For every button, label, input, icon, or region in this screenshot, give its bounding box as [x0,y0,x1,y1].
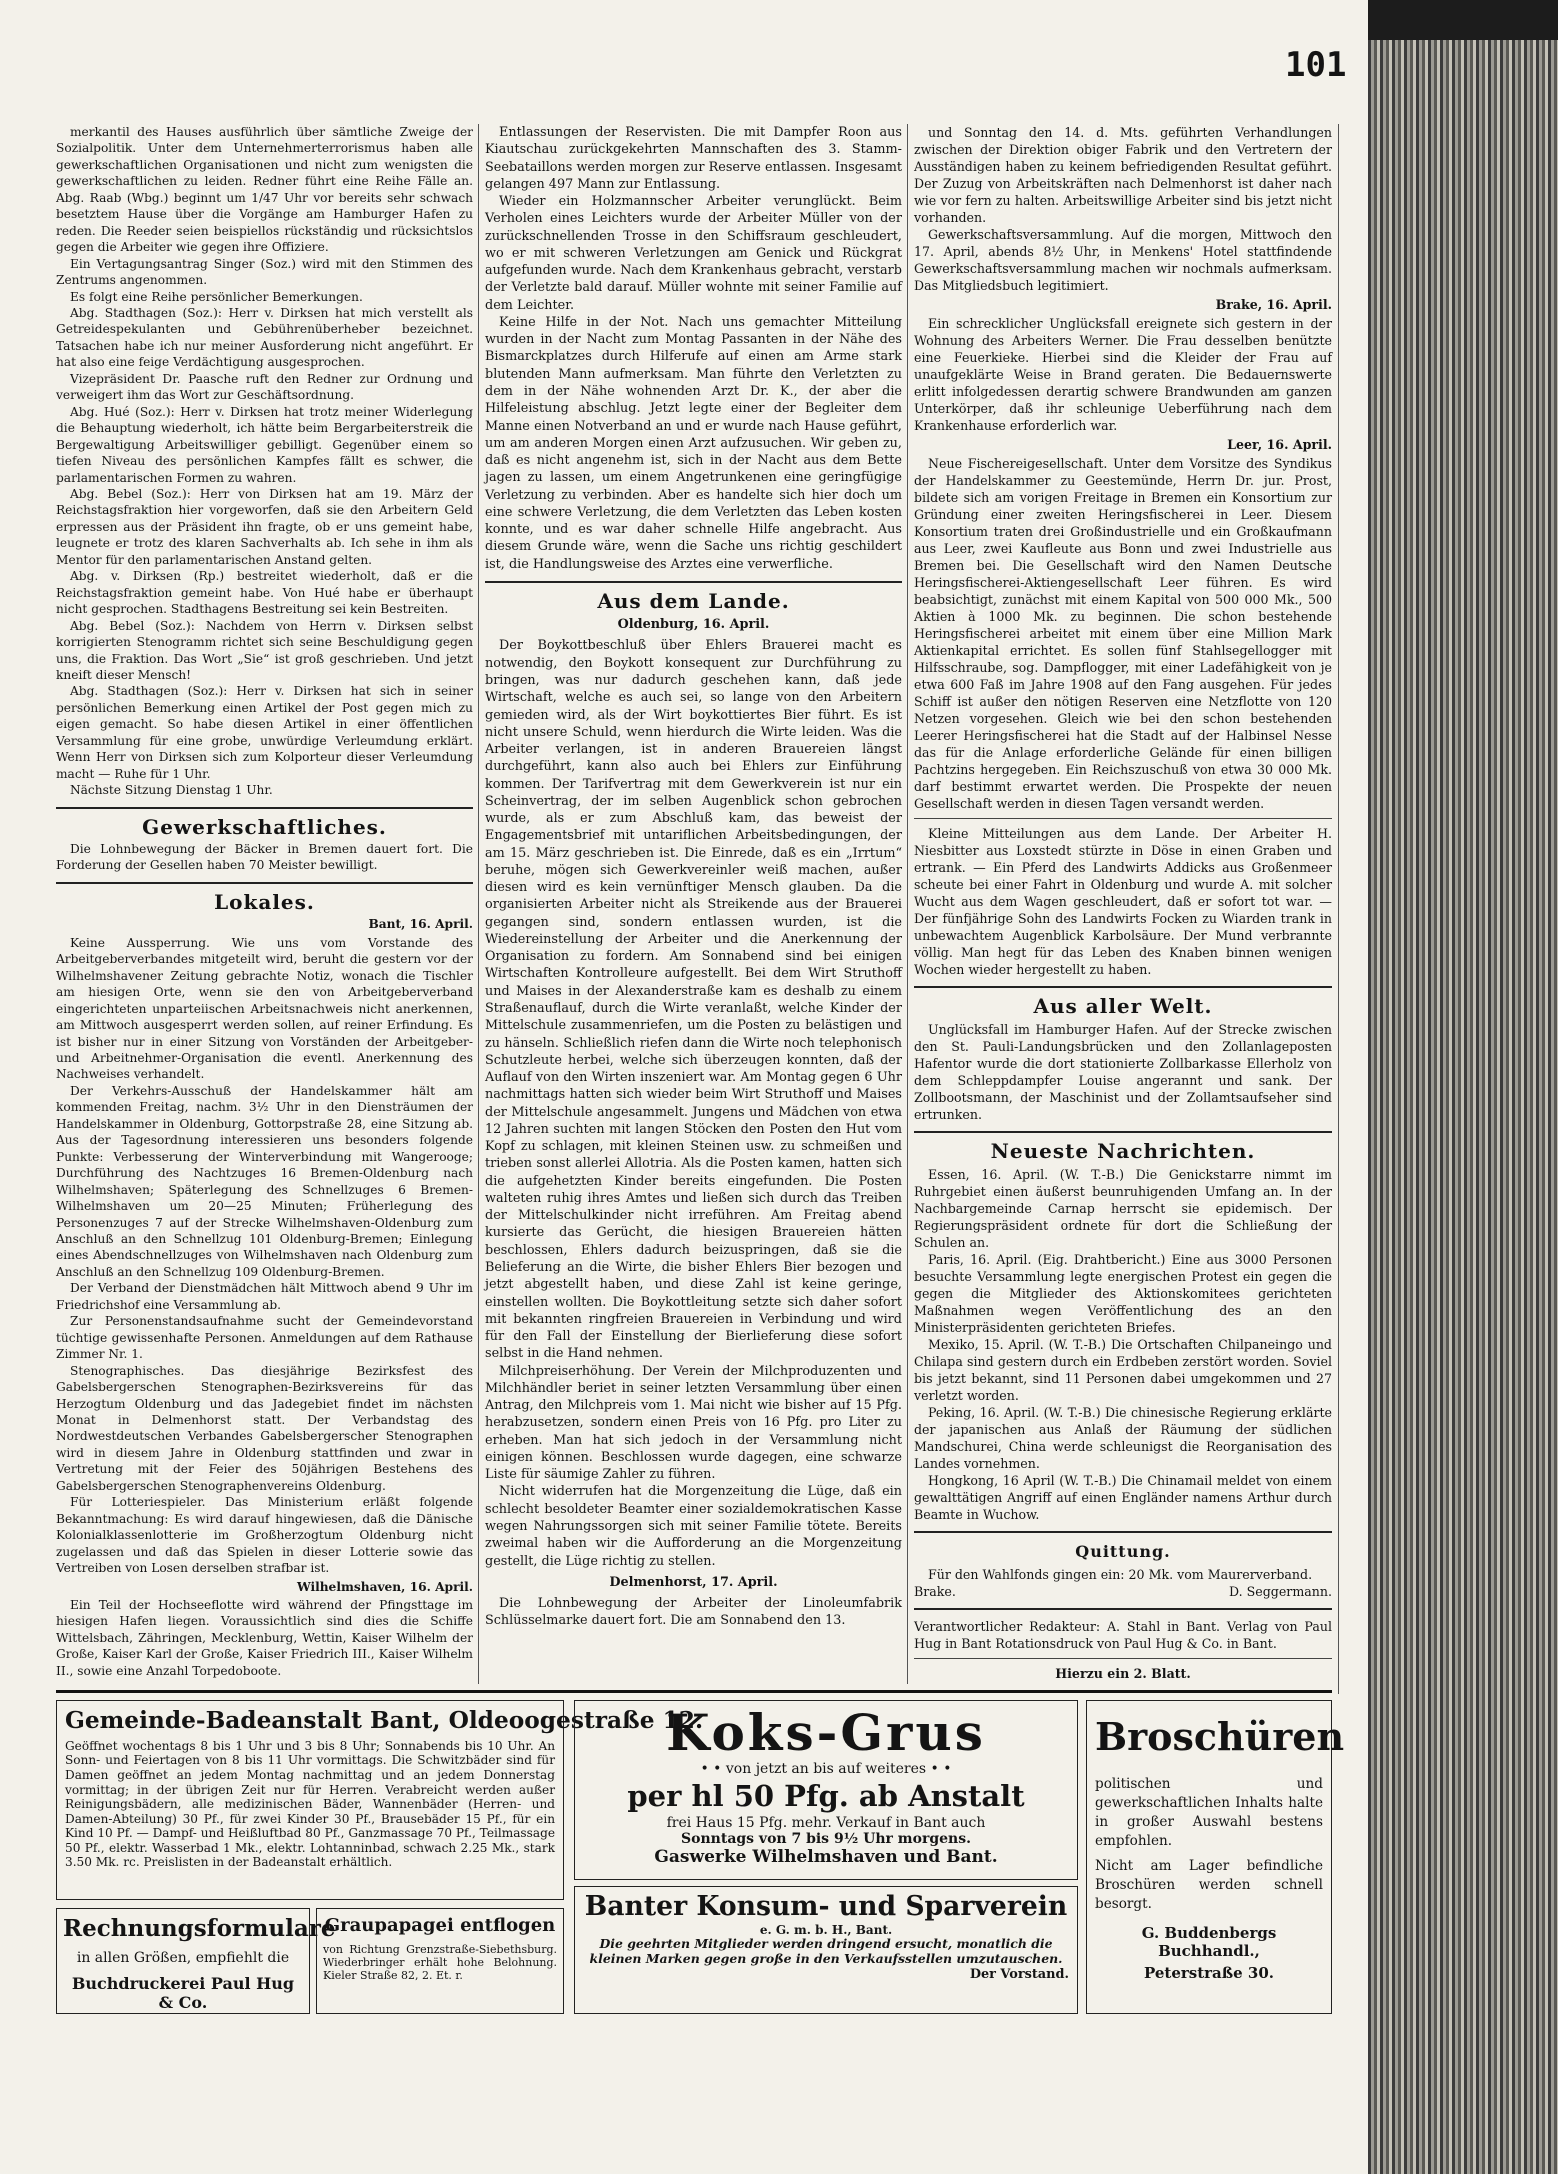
section-rule [914,1531,1332,1533]
ad-title: Gemeinde-Badeanstalt Bant, Oldeoogestraße 12. [65,1707,704,1734]
section-rule [56,882,473,884]
ad-text: e. G. m. b. H., Bant. [759,1922,893,1937]
ad-company: Gaswerke Wilhelmshaven und Bant. [654,1847,998,1867]
ad-text: • • von jetzt an bis auf weiteres • • [700,1761,952,1777]
section-heading: Aus dem Lande. [597,588,790,613]
article-paragraph: Abg. v. Dirksen (Rp.) bestreitet wiederholt, daß er die Reichstagsfraktion gemeint habe. Von Hué habe er überhaupt nicht gesprochen. Stadthagens Bestreitung sei kein Bestreiten. [56,569,473,617]
quittung-signature: D. Seggermann. [1228,1584,1332,1599]
binding-edge-top [1368,0,1558,45]
article-paragraph: Mexiko, 15. April. (W. T.-B.) Die Ortschaften Chilpaneingo und Chilapa sind gestern durch ein Erdbeben zerstört worden. Soviel bis jetzt bekannt, sind 11 Personen dabei umgekommen und 27 verletzt worden. [914,1337,1332,1403]
dateline: Brake, 16. April. [1215,297,1332,312]
ad-text: Geöffnet wochentags 8 bis 1 Uhr und 3 bis 8 Uhr; Sonnabends bis 10 Uhr. An Sonn- und Feiertagen von 8 bis 11 Uhr vormittags. Die Schwitzbäder sind für Damen geöffnet an jedem Montag nachmittag und an jedem Donnerstag vormittag; in der übrigen Zeit nur für Herren. Verabreicht werden außer Reinigungsbädern, alle medizinischen Bäder, Wannenbäder (Herren- und Damen-Abteilung) 30 Pf., für zwei Kinder 30 Pf., Brausebäder 15 Pf., für ein Kind 10 Pf. — Dampf- und Heißluftbad 80 Pf., Ganzmassage 70 Pf., Teilmassage 50 Pf., elektr. Wasserbad 1 Mk., elektr. Lohtanninbad, schwach 2.25 Mk., stark 3.50 Mk. rc. Preislisten in der Badeanstalt erhältlich. [65,1738,555,1870]
ad-konsumverein [574,1886,1078,2014]
ad-title: Koks-Grus [666,1703,986,1762]
ad-signature: Der Vorstand. [969,1967,1069,1983]
section-rule [914,986,1332,988]
article-paragraph: Vizepräsident Dr. Paasche ruft den Redner zur Ordnung und verweigert ihm das Wort zur Geschäftsordnung. [56,371,473,403]
ad-text: frei Haus 15 Pfg. mehr. Verkauf in Bant auch [666,1815,986,1831]
section-heading: Aus aller Welt. [1033,994,1213,1018]
article-paragraph: Milchpreiserhöhung. Der Verein der Milchproduzenten und Milchhändler beriet in seiner letzten Versammlung über einen Antrag, den Milchpreis vom 1. Mai nicht wie bisher auf 15 Pfg. herabzusetzen, sondern einen Preis von 16 Pfg. pro Liter zu erheben. Man hat sich jedoch in der Versammlung nicht einigen können. Beschlossen wurde dagegen, eine schwarze Liste für säumige Zahler zu führen. [485,1363,902,1483]
article-paragraph: Keine Hilfe in der Not. Nach uns gemachter Mitteilung wurden in der Nacht zum Montag Passanten in der Nähe des Bismarckplatzes durch Hilferufe auf einen am Arme stark blutenden Mann aufmerksam. Man führte den Verletzten zu dem in der Nähe wohnenden Arzt Dr. K., der aber die Hilfeleistung abschlug. Jetzt legte einer der Begleiter dem Manne einen Notverband an und er wurde nach Hause geführt, um am anderen Morgen einen Arzt aufzusuchen. Wir geben zu, daß es nicht angenehm ist, sich in der Nacht aus dem Bette jagen zu lassen, um einem Angetrunkenen eine geringfügige Verletzung zu verbinden. Aber es handelte sich hier doch um eine schwere Verletzung, die dem Verletzten das Leben kosten konnte, und es war daher schnelle Hilfe angebracht. Aus diesem Grunde wäre, wenn die Sache uns richtig geschildert ist, die Handlungsweise des Arztes eine verwerfliche. [485,314,902,572]
article-paragraph: Keine Aussperrung. Wie uns vom Vorstande des Arbeitgeberverbandes mitgeteilt wird, beruht die gestern vor der Wilhelmshavener Zeitung gebrachte Notiz, wonach die Tischler am hiesigen Orte, wenn sie den von Arbeitgeberverband eingerichteten unparteiischen Arbeitsnachweis nicht anerkennen, am Mittwoch ausgesperrt werden sollen, auf reiner Erfindung. Es ist bisher nur in einer Sitzung von Vorständen der Arbeitgeber- und Arbeitnehmer-Organisation die eventl. Anerkennung des Nachweises verhandelt. [56,935,473,1082]
ad-title: Rechnungsformulare [63,1915,336,1942]
section-heading: Quittung. [1075,1542,1171,1561]
dateline: Oldenburg, 16. April. [617,617,770,633]
section-heading: Gewerkschaftliches. [142,814,387,839]
ad-price: per hl 50 Pfg. ab Anstalt [627,1779,1025,1813]
column-rule [1338,124,1339,1694]
article-paragraph: Essen, 16. April. (W. T.-B.) Die Genickstarre nimmt im Ruhrgebiet einen äußerst beunruhigenden Umfang an. In der Nachbargemeinde Carnap herrscht sie epidemisch. Der Regierungspräsident ordnete für dort die Schließung der Schulen an. [914,1167,1332,1250]
article-paragraph: Hongkong, 16 April (W. T.-B.) Die Chinamail meldet von einem gewalttätigen Angriff auf einen Engländer namens Arthur durch Beamte in Wuchow. [914,1473,1332,1522]
article-paragraph: merkantil des Hauses ausführlich über sämtliche Zweige der Sozialpolitik. Unter dem Unternehmerterrorismus haben alle gewerkschaftlichen Organisationen und nicht zum wenigsten die gewerkschaftlichen zu leiden. Redner führt eine Reihe Fälle an. Abg. Raab (Wbg.) beginnt um 1/47 Uhr vor bereits sehr schwach besetztem Hause über die Vorgänge am Hamburger Hafen zu reden. Die Reeder seien beispiellos rückständig und rücksichtslos gegen die Arbeiter wie gegen ihre Offiziere. [56,125,473,255]
section-heading: Neueste Nachrichten. [990,1139,1256,1163]
ad-shop: G. Buddenbergs Buchhandl., [1141,1924,1277,1960]
ad-text: Sonntags von 7 bis 9½ Uhr morgens. [681,1831,971,1847]
section-rule [914,1658,1332,1659]
ad-broschueren [1086,1700,1345,2014]
column-rule [478,124,479,1684]
column-rule [907,124,908,1684]
imprint: Verantwortlicher Redakteur: A. Stahl in Bant. Verlag von Paul Hug in Bant Rotationsdruck von Paul Hug & Co. in Bant. [914,1619,1332,1651]
section-heading: Lokales. [214,889,315,914]
article-paragraph: Die Lohnbewegung der Arbeiter der Linoleumfabrik Schlüsselmarke dauert fort. Die am Sonnabend den 13. [485,1596,902,1629]
article-paragraph: Ein Vertagungsantrag Singer (Soz.) wird mit den Stimmen des Zentrums angenommen. [56,256,473,288]
ad-graupapagei [316,1908,564,2014]
article-paragraph: Nächste Sitzung Dienstag 1 Uhr. [70,783,273,798]
ads-rule [56,1690,1332,1693]
ad-koks-grus [574,1700,1078,1880]
article-paragraph: Gewerkschaftsversammlung. Auf die morgen, Mittwoch den 17. April, abends 8½ Uhr, in Menkens' Hotel stattfindende Gewerkschaftsversammlung machen wir nochmals aufmerksam. Das Mitgliedsbuch legitimiert. [914,227,1332,293]
article-paragraph: Kleine Mitteilungen aus dem Lande. Der Arbeiter H. Niesbitter aus Loxstedt stürzte in Döse in einen Graben und ertrank. — Ein Pferd des Landwirts Addicks aus Großenmeer scheute bei einer Fahrt in Oldenburg und wurde A. mit solcher Wucht aus dem Wagen geschleudert, daß er sofort tot war. — Der fünfjährige Sohn des Landwirts Focken zu Wiarden trank in unbewachtem Augenblick Karbolsäure. Der Mund verbrannte völlig. Man hegt für das Leben des Knaben binnen wenigen Wochen wieder hergestellt zu haben. [914,826,1332,977]
article-paragraph: Peking, 16. April. (W. T.-B.) Die chinesische Regierung erklärte der japanischen aus Anlaß der Räumung der südlichen Mandschurei, China werde schleunigst die Reorganisation des Landes vornehmen. [914,1405,1332,1471]
article-paragraph: Es folgt eine Reihe persönlicher Bemerkungen. [70,289,363,304]
article-paragraph: Unglücksfall im Hamburger Hafen. Auf der Strecke zwischen den St. Pauli-Landungsbrücken und den Zollanlageposten Hafentor wurde die dort stationierte Zollbarkasse Ellerholz von dem Schleppdampfer Louise angerannt und sank. Der Zollbootsmann, der Maschinist und der Zollamtsaufseher sind ertrunken. [914,1022,1332,1122]
article-paragraph: Für Lotteriespieler. Das Ministerium erläßt folgende Bekanntmachung: Es wird darauf hingewiesen, daß die Dänische Kolonialklassenlotterie im Großherzogtum Oldenburg nicht zugelassen und daß das Spielen in dieser Lotterie sowie das Vertreiben von Losen derselben strafbar ist. [56,1495,473,1576]
article-paragraph: Zur Personenstandsaufnahme sucht der Gemeindevorstand tüchtige gewissenhafte Personen. Anmeldungen auf dem Rathause Zimmer Nr. 1. [56,1314,473,1362]
column-1 [56,124,473,1679]
article-paragraph: Der Boykottbeschluß über Ehlers Brauerei macht es notwendig, den Boykott konsequent zur Durchführung zu bringen, was nur dadurch geschehen kann, daß jede Wirtschaft, welche es auch sei, so lange von den Arbeitern gemieden wird, als der Wirt boykottiertes Bier führt. Es ist nicht unsere Schuld, wenn hierdurch die Wirte leiden. Was die Arbeiter verlangen, ist in anderen Brauereien längst durchgeführt, kann also auch bei Ehlers zur Einführung kommen. Der Tarifvertrag mit dem Gewerkverein ist nur ein Scheinvertrag, der im selben Augenblick schon gebrochen wurde, als er zum Abschluß kam, das beweist der Engagementsbrief mit untariflichen Arbeitsbedingungen, der am 15. März geschrieben ist. Die Einrede, daß es ein „Irrtum“ beruhe, mögen sich Gewerkvereinler weiß machen, außer diesen wird es kein vernünftiger Mensch glauben. Da die organisierten Arbeiter nicht als Streikende aus der Brauerei gegangen sind, sondern entlassen wurden, ist die Wiedereinstellung der Arbeiter und die Anerkennung der Organisation zu fordern. Am Sonnabend sind bei einigen Wirtschaften Kontrolleure aufgestellt. Bei dem Wirt Struthoff und Maises in der Alexanderstraße kam es deshalb zu einem Straßenauflauf, durch die Wirte veranlaßt, welche Kinder der Mittelschule zusammenriefen, um die Posten zu belästigen und zu hänseln. Schließlich riefen dann die Wirte noch telephonisch Schutzleute herbei, welche sich überzeugen konnten, daß der Auflauf von den Wirten inszeniert war. Am Montag gegen 6 Uhr nachmittags hatten sich wieder beim Wirt Struthoff und Maises der Mittelschule angesammelt. Jungens und Mädchen von etwa 12 Jahren suchten mit langen Stöcken den Posten den Hut vom Kopf zu schlagen, mit kleinen Steinen usw. zu schmeißen und trieben sonst allerlei Allotria. Als die Posten kamen, hatten sich die aufgehetzten Kinder bereits eingefunden. Die Posten walteten ruhig ihres Amtes und ließen sich durch das Treiben der Mittelschulkinder nicht irreführen. Am Freitag abend kursierte das Gerücht, die hiesigen Brauereien hätten beschlossen, Ehlers dadurch beizuspringen, daß sie die Belieferung an die Wirte, die bisher Ehlers Bier bezogen und jetzt abgestellt haben, und diese Zahl ist keine geringe, einstellen wollten. Die Boykottleitung setzte sich daher sofort mit bekannten ringfreien Brauereien in Verbindung und wird für den Fall der Einstellung der Bierlieferung diese sofort selbst in die Hand nehmen. [485,638,902,1362]
supplement-note: Hierzu ein 2. Blatt. [1055,1666,1191,1681]
article-paragraph: Stenographisches. Das diesjährige Bezirksfest des Gabelsbergerschen Stenographen-Bezirksvereins für das Herzogtum Oldenburg und das Jadegebiet findet im nächsten Monat in Delmenhorst statt. Der Verbandstag des Nordwestdeutschen Verbandes Gabelsbergerscher Stenographen wird in diesem Jahre in Oldenburg stattfinden und zwar in Vertretung mit der Feier des 50jährigen Bestehens des Gabelsbergerschen Stenographenvereins Oldenburg. [56,1363,473,1493]
dateline: Bant, 16. April. [368,917,473,932]
section-rule [914,818,1332,819]
article-paragraph: Der Verkehrs-Ausschuß der Handelskammer hält am kommenden Freitag, nachm. 3½ Uhr in den Diensträumen der Handelskammer in Oldenburg, Gottorpstraße 28, eine Sitzung ab. Aus der Tagesordnung interessieren uns besonders folgende Punkte: Verbesserung der Winterverbindung mit Wangerooge; Durchführung des Nachtzuges 16 Bremen-Oldenburg nach Wilhelmshaven; Späterlegung des Schnellzuges 6 Bremen-Wilhelmshaven um 20—25 Minuten; Früherlegung des Personenzuges 7 auf der Strecke Wilhelmshaven-Oldenburg zum Anschluß an den Schnellzug 101 Oldenburg-Bremen; Einlegung eines Abendschnellzuges von Wilhelmshaven nach Oldenburg zum Anschluß an den Schnellzug 109 Oldenburg-Bremen. [56,1083,473,1279]
article-paragraph: Der Verband der Dienstmädchen hält Mittwoch abend 9 Uhr im Friedrichshof eine Versammlung ab. [56,1281,473,1312]
ad-title: Broschüren [1095,1714,1345,1759]
article-paragraph: Paris, 16. April. (Eig. Drahtbericht.) Eine aus 3000 Personen besuchte Versammlung legte energischen Protest ein gegen die gegen die Mitglieder des Aktionskomitees gerichteten Maßnahmen wegen Veröffentlichung des an den Ministerpräsidenten gerichteten Briefes. [914,1252,1332,1335]
column-2 [485,124,902,1630]
quittung-signature-row [914,1583,1332,1600]
quittung-place: Brake. [914,1584,956,1599]
article-paragraph: Abg. Hué (Soz.): Herr v. Dirksen hat trotz meiner Widerlegung die Behauptung wiederholt, ich hätte beim Bergarbeiterstreik die Bergewaltigung Arbeitswilliger gebilligt. Gegenüber einem so tiefen Niveau des persönlichen Kampfes fällt es schwer, die parlamentarischen Formen zu wahren. [56,404,473,485]
dateline: Wilhelmshaven, 16. April. [296,1579,473,1594]
article-paragraph: Nicht widerrufen hat die Morgenzeitung die Lüge, daß ein schlecht besoldeter Beamter einer sozialdemokratischen Kasse wegen Nahrungssorgen sich mit seiner Familie tötete. Bereits zweimal haben wir die Aufforderung an die Morgenzeitung gestellt, die Lüge richtig zu stellen. [485,1484,902,1569]
section-rule [914,1608,1332,1610]
dateline: Leer, 16. April. [1227,437,1332,452]
page-number: 101 [1285,45,1347,85]
ad-text: politischen und gewerkschaftlichen Inhalts halte in großer Auswahl bestens empfohlen. [1095,1776,1323,1849]
article-paragraph: Abg. Stadthagen (Soz.): Herr v. Dirksen hat mich verstellt als Getreidespekulanten und Gebührenüberheber bezeichnet. Tatsachen habe ich nur meiner Ausforderung nicht angeführt. Er hat also eine feige Verdächtigung ausgesprochen. [56,305,473,370]
article-paragraph: und Sonntag den 14. d. Mts. geführten Verhandlungen zwischen der Direktion obiger Fabrik und den Vertretern der Ausständigen haben zu keinem befriedigenden Resultat geführt. Der Zuzug von Arbeitskräften nach Delmenhorst ist daher nach wie vor fern zu halten. Arbeitswillige Arbeiter sind bis jetzt nicht vorhanden. [914,125,1332,225]
article-paragraph: Neue Fischereigesellschaft. Unter dem Vorsitze des Syndikus der Handelskammer zu Geestemünde, Herrn Dr. jur. Prost, bildete sich am vorigen Freitage in Bremen ein Konsortium zur Gründung einer zweiten Heringsfischerei in Leer. Diesem Konsortium traten drei Großindustrielle und ein Großkaufmann aus Leer, zwei Kaufleute aus Bonn und zwei Industrielle aus Bremen bei. Die Gesellschaft wird den Namen Deutsche Heringsfischerei-Aktiengesellschaft Leer führen. Es wird beabsichtigt, zunächst mit einem Kapital von 500 000 Mk., 500 Aktien à 1000 Mk. zu beginnen. Die schon bestehende Heringsfischerei arbeitet mit einem über eine Million Mark Aktienkapital errichtet. Es sollen fünf Stahlsegellogger mit Hilfsschraube, sog. Dampflogger, mit einer Ladefähigkeit von je etwa 600 Faß im Jahre 1908 auf den Fang ausgehen. Für jedes Schiff ist außer den nötigen Reserven eine Netzflotte von 120 Netzen vorgesehen. Gleich wie bei den schon bestehenden Leerer Heringsfischerei hat die Stadt auf der Halbinsel Nesse das für die Anlage erforderliche Gelände für einen billigen Pachtzins hergegeben. Ein Reichszuschuß von etwa 30 000 Mk. darf bestimmt erwartet werden. Die Prospekte der neuen Gesellschaft werden in diesen Tagen versandt werden. [914,456,1332,811]
column-3 [914,124,1332,1682]
section-rule [485,581,902,583]
article-paragraph: Ein schrecklicher Unglücksfall ereignete sich gestern in der Wohnung des Arbeiters Werner. Die Frau desselben benützte eine Feuerkieke. Hierbei sind die Kleider der Frau auf unaufgeklärte Weise in Brand geraten. Die Bedauernswerte erlitt infolgedessen derartig schwere Brandwunden am ganzen Unterkörper, daß ihr schleunige Ueberführung nach dem Krankenhause erforderlich war. [914,316,1332,433]
article-paragraph: Abg. Stadthagen (Soz.): Herr v. Dirksen hat sich in seiner persönlichen Bemerkung einen Artikel der Post gegen mich zu eigen gemacht. So habe diesen Artikel in einer öffentlichen Versammlung für eine grobe, unwürdige Verleumdung erklärt. Wenn Herr von Dirksen sich zum Kolporteur dieser Verleumdung macht — Ruhe für 1 Uhr. [56,684,473,781]
dateline: Delmenhorst, 17. April. [609,1574,778,1590]
ad-text: in allen Größen, empfiehlt die [76,1950,290,1966]
ad-text: Nicht am Lager befindliche Broschüren werden schnell besorgt. [1095,1858,1323,1912]
ad-text: Die geehrten Mitglieder werden dringend ersucht, monatlich die kleinen Marken gegen große in den Verkaufsstellen umzutauschen. [589,1936,1063,1967]
ad-title: Graupapagei entflogen [324,1915,556,1936]
article-paragraph: Wieder ein Holzmannscher Arbeiter verunglückt. Beim Verholen eines Leichters wurde der Arbeiter Müller von der zurückschnellenden Trosse in den Schiffsraum geschleudert, wo er mit schweren Verletzungen am Genick und Rückgrat aufgefunden wurde. Nach dem Krankenhaus gebracht, verstarb der Verletzte bald darauf. Müller wohnte mit seiner Familie auf dem Leichter. [485,194,902,313]
article-paragraph: Entlassungen der Reservisten. Die mit Dampfer Roon aus Kiautschau zurückgekehrten Mannschaften des 3. Stamm-Seebataillons werden morgen zur Reserve entlassen. Insgesamt gelangen 497 Mann zur Entlassung. [485,125,902,192]
binding-edge [1368,40,1558,2174]
ad-title: Banter Konsum- und Sparverein [584,1891,1068,1922]
article-paragraph: Abg. Bebel (Soz.): Nachdem von Herrn v. Dirksen selbst korrigierten Stenogramm richtet sich seine Beschuldigung gegen uns, die Fraktion. Das Wort „Sie“ ist groß geschrieben. Und jetzt kneift dieser Mensch! [56,618,473,682]
article-paragraph: Die Lohnbewegung der Bäcker in Bremen dauert fort. Die Forderung der Gesellen haben 70 Meister bewilligt. [56,842,473,873]
article-paragraph: Ein Teil der Hochseeflotte wird während der Pfingsttage im hiesigen Hafen liegen. Voraussichtlich sind dies die Schiffe Wittelsbach, Zähringen, Mecklenburg, Wettin, Kaiser Wilhelm der Große, Kaiser Karl der Große, Kaiser Friedrich III., Kaiser Wilhelm II., sowie eine Anzahl Torpedoboote. [56,1597,473,1678]
ad-printer: Buchdruckerei Paul Hug & Co. [71,1974,295,2012]
ad-address: Peterstraße 30. [1143,1964,1275,1982]
article-paragraph: Für den Wahlfonds gingen ein: 20 Mk. vom Maurerverband. [928,1567,1313,1582]
section-rule [914,1131,1332,1133]
section-rule [56,807,473,809]
ad-badeanstalt [56,1700,704,1900]
ad-rechnungsformulare [56,1908,336,2014]
article-paragraph: Abg. Bebel (Soz.): Herr von Dirksen hat am 19. März der Reichstagsfraktion hier vorgeworfen, daß sie den Arbeitern Geld erpressen aus der Präsident ihn fragte, ob er uns gemeint habe, leugnete er trotz des klaren Sachverhalts ab. Ich sehe in ihm als Mentor für den parlamentarischen Anstand gelten. [56,486,473,567]
ad-text: von Richtung Grenzstraße-Siebethsburg. Wiederbringer erhält hohe Belohnung. Kieler Straße 82, 2. Et. r. [323,1942,557,1982]
